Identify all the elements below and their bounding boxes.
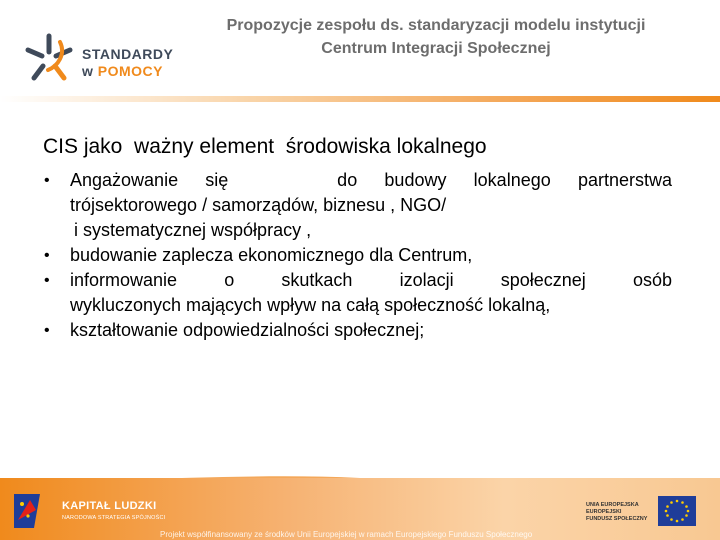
bullet-item-odpowiedzialnosc	[44, 318, 672, 343]
eu-label-line-2: EUROPEJSKI	[586, 509, 622, 515]
header-title-line-1: Propozycje zespołu ds. standaryzacji modelu instytucji	[226, 17, 646, 34]
header-title-line-2: Centrum Integracji Społecznej	[321, 40, 551, 57]
eu-flag-icon	[658, 496, 696, 526]
bullet-list	[44, 168, 672, 343]
bullet-item-partnerstwo	[44, 168, 672, 243]
eu-label-line-1: UNIA EUROPEJSKA	[586, 502, 639, 508]
logo-word-pomocy: POMOCY	[97, 63, 164, 79]
kapital-ludzki-logo-icon	[10, 490, 44, 532]
bullet-line: i systematycznej współpracy ,	[74, 220, 312, 240]
bullet-line: wykluczonych mających wpływ na całą społeczność lokalną,	[70, 295, 551, 315]
logo-word-w-pomocy	[82, 63, 163, 79]
bullet-line: • informowanie o skutkach izolacji społecznej osób	[70, 270, 672, 290]
bullet-line: • kształtowanie odpowiedzialności społecznej;	[70, 320, 425, 340]
section-title: CIS jako ważny element środowiska lokalnego	[43, 135, 487, 158]
kapital-ludzki-subtitle: NARODOWA STRATEGIA SPÓJNOŚCI	[62, 515, 166, 521]
footer-note: Projekt współfinansowany ze środków Unii Europejskiej w ramach Europejskiego Funduszu Społecznego	[160, 530, 533, 539]
logo-word-standardy: STANDARDY	[82, 46, 174, 62]
bullet-line: trójsektorowego / samorządów, biznesu , NGO/	[70, 195, 447, 215]
header-divider	[0, 96, 720, 102]
eu-label-line-3: FUNDUSZ SPOŁECZNY	[586, 516, 648, 522]
bullet-line: • budowanie zaplecza ekonomicznego dla Centrum,	[70, 245, 473, 265]
eu-label	[586, 502, 656, 523]
standardy-star-icon	[20, 30, 78, 88]
bullet-item-informowanie	[44, 268, 672, 318]
header-title	[156, 14, 716, 60]
bullet-item-zaplecze	[44, 243, 672, 268]
logo-word-w: w	[82, 63, 94, 79]
kapital-ludzki-title: KAPITAŁ LUDZKI	[62, 500, 157, 512]
bullet-line: • Angażowanie się do budowy lokalnego partnerstwa	[70, 170, 672, 190]
